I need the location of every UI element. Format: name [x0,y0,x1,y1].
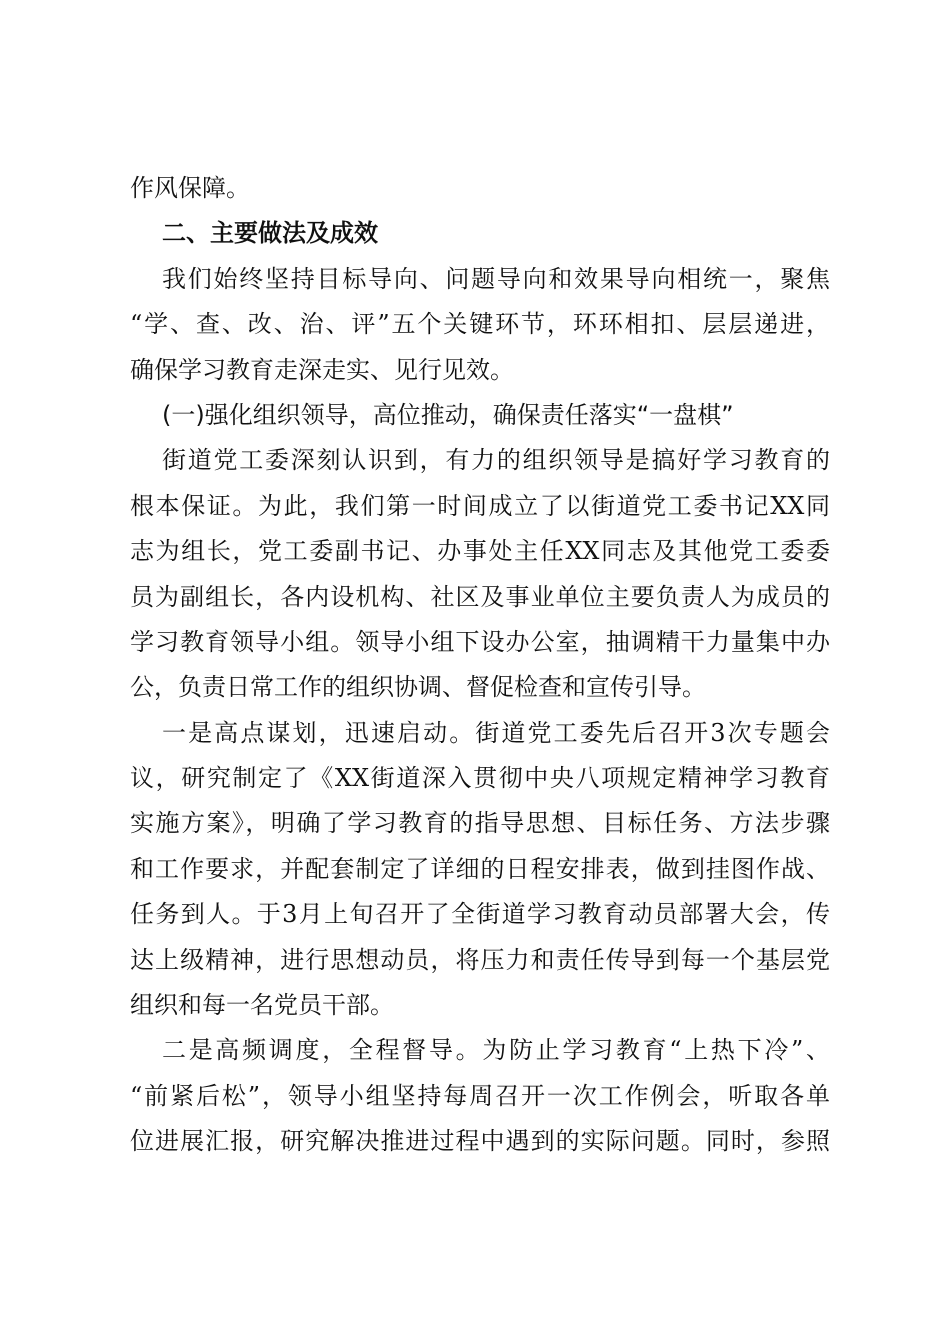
paragraph-line: 任务到人。于3月上旬召开了全街道学习教育动员部署大会，传 [130,900,830,929]
paragraph-line: 街道党工委深刻认识到，有力的组织领导是搞好学习教育的 [162,446,830,475]
paragraph-line: 员为副组长，各内设机构、社区及事业单位主要负责人为成员的 [130,582,830,611]
paragraph-line: 作风保障。 [130,174,250,202]
subsection-heading: (一)强化组织领导，高位推动，确保责任落实“一盘棋” [162,400,734,429]
paragraph-line: 和工作要求，并配套制定了详细的日程安排表，做到挂图作战、 [130,854,830,883]
paragraph-line: 我们始终坚持目标导向、问题导向和效果导向相统一，聚焦 [162,264,830,293]
paragraph-line: 议，研究制定了《XX街道深入贯彻中央八项规定精神学习教育 [130,764,830,793]
section-heading: 二、主要做法及成效 [162,219,378,248]
paragraph-line: 学习教育领导小组。领导小组下设办公室，抽调精干力量集中办 [130,627,830,656]
paragraph-line: 公，负责日常工作的组织协调、督促检查和宣传引导。 [130,673,706,702]
paragraph-line: 位进展汇报，研究解决推进过程中遇到的实际问题。同时，参照 [130,1127,830,1156]
paragraph-line: “前紧后松”，领导小组坚持每周召开一次工作例会，听取各单 [130,1081,830,1110]
paragraph-line: 确保学习教育走深走实、见行见效。 [130,355,514,384]
paragraph-line: 实施方案》，明确了学习教育的指导思想、目标任务、方法步骤 [130,809,830,838]
paragraph-line: 志为组长，党工委副书记、办事处主任XX同志及其他党工委委 [130,537,830,566]
paragraph-line: 二是高频调度，全程督导。为防止学习教育“上热下冷”、 [162,1036,830,1065]
paragraph-line: 一是高点谋划，迅速启动。街道党工委先后召开3次专题会 [162,718,830,747]
paragraph-line: 达上级精神，进行思想动员，将压力和责任传导到每一个基层党 [130,945,830,974]
paragraph-line: “学、查、改、治、评”五个关键环节，环环相扣、层层递进， [130,310,830,339]
paragraph-line: 根本保证。为此，我们第一时间成立了以街道党工委书记XX同 [130,491,830,520]
paragraph-line: 组织和每一名党员干部。 [130,991,394,1020]
document-body [130,166,830,1165]
